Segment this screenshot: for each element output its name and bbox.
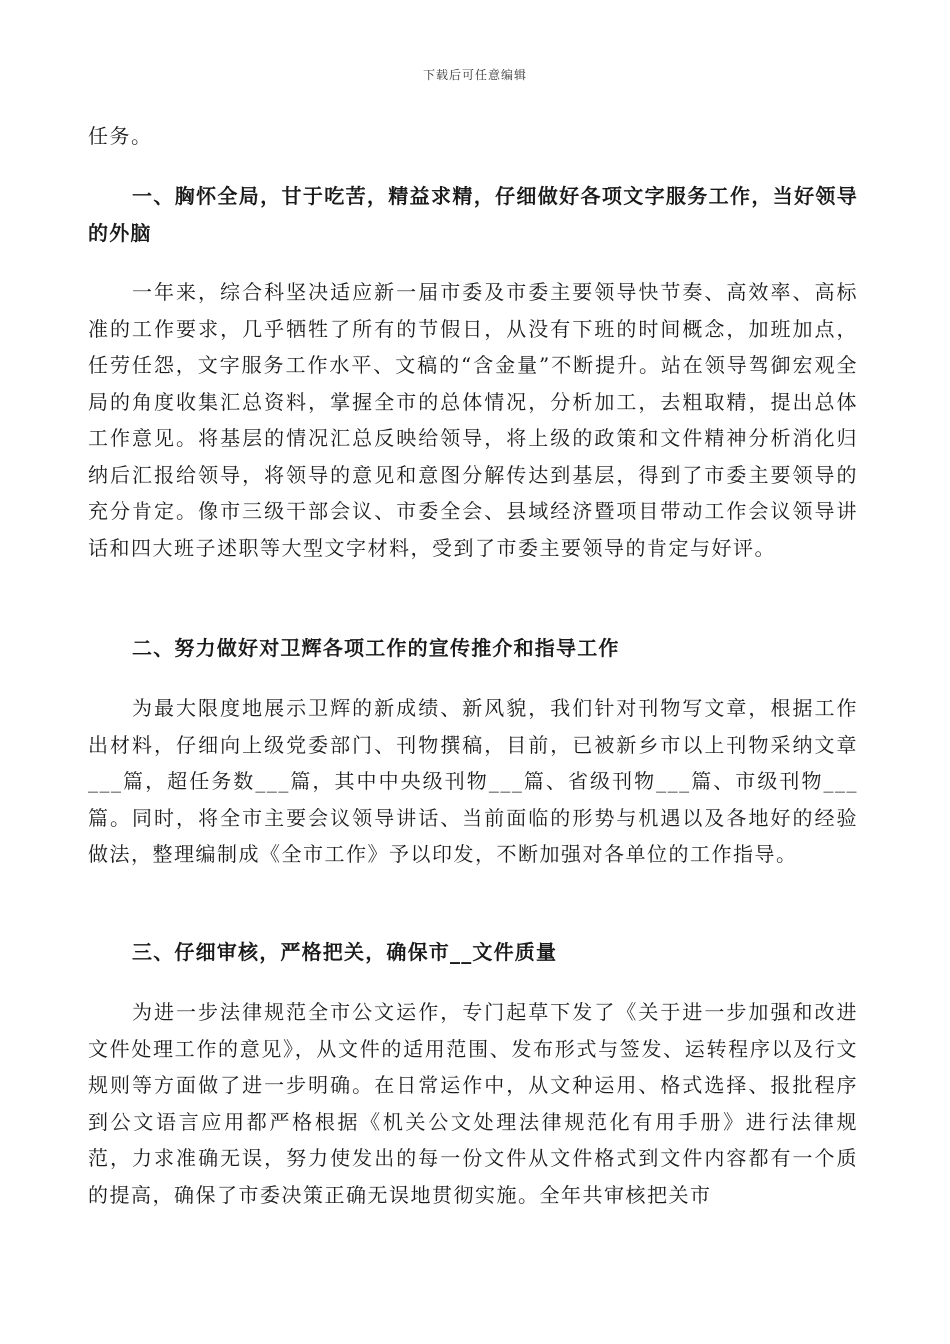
- section-3-heading: 三、仔细审核，严格把关，确保市__文件质量: [132, 940, 558, 964]
- page-header: 下载后可任意编辑: [422, 68, 527, 82]
- section-1-heading: 一、胸怀全局，甘于吃苦，精益求精，仔细做好各项文字服务工作，当好领导的外脑: [88, 184, 858, 245]
- continuation-text: 任务。: [88, 124, 153, 148]
- section-2-heading: 二、努力做好对卫辉各项工作的宣传推介和指导工作: [132, 636, 620, 660]
- section-3-paragraph: 为进一步法律规范全市公文运作，专门起草下发了《关于进一步加强和改进文件处理工作的意见》，从文件的适用范围、发布形式与签发、运转程序以及行文规则等方面做了进一步明确。在日常运作中，从文种运用、格式选择、报批程序到公文语言应用都严格根据《机关公文处理法律规范化有用手册》进行法律规范，力求准确无误，努力使发出的每一份文件从文件格式到文件内容都有一个质的提高，确保了市委决策正确无误地贯彻实施。全年共审核把关市: [88, 1000, 858, 1207]
- section-1-paragraph: 一年来，综合科坚决适应新一届市委及市委主要领导快节奏、高效率、高标准的工作要求，几乎牺牲了所有的节假日，从没有下班的时间概念，加班加点，任劳任怨，文字服务工作水平、文稿的“含金量”不断提升。站在领导驾御宏观全局的角度收集汇总资料，掌握全市的总体情况，分析加工，去粗取精，提出总体工作意见。将基层的情况汇总反映给领导，将上级的政策和文件精神分析消化归纳后汇报给领导，将领导的意见和意图分解传达到基层，得到了市委主要领导的充分肯定。像市三级干部会议、市委全会、县域经济暨项目带动工作会议领导讲话和四大班子述职等大型文字材料，受到了市委主要领导的肯定与好评。: [88, 280, 858, 560]
- section-2-paragraph: 为最大限度地展示卫辉的新成绩、新风貌，我们针对刊物写文章，根据工作出材料，仔细向上级党委部门、刊物撰稿，目前，已被新乡市以上刊物采纳文章___篇，超任务数___篇，其中中央级刊物___篇、省级刊物___篇、市级刊物___篇。同时，将全市主要会议领导讲话、当前面临的形势与机遇以及各地好的经验做法，整理编制成《全市工作》予以印发，不断加强对各单位的工作指导。: [88, 696, 858, 866]
